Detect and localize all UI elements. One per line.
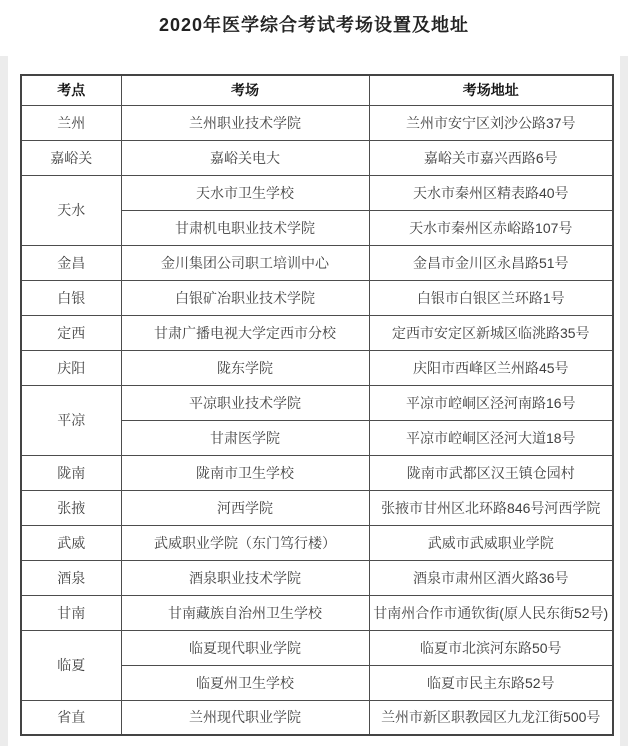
site-cell: 定西 — [21, 315, 121, 350]
room-cell: 金川集团公司职工培训中心 — [121, 245, 369, 280]
site-cell: 天水 — [21, 175, 121, 245]
room-cell: 平凉职业技术学院 — [121, 385, 369, 420]
address-cell: 嘉峪关市嘉兴西路6号 — [369, 140, 613, 175]
table-section — [0, 56, 628, 746]
site-cell: 酒泉 — [21, 560, 121, 595]
room-cell: 酒泉职业技术学院 — [121, 560, 369, 595]
address-cell: 甘南州合作市通钦街(原人民东街52号) — [369, 595, 613, 630]
address-cell: 平凉市崆峒区泾河南路16号 — [369, 385, 613, 420]
table-row — [21, 525, 613, 560]
site-cell: 平凉 — [21, 385, 121, 455]
address-cell: 定西市安定区新城区临洮路35号 — [369, 315, 613, 350]
address-cell: 兰州市新区职教园区九龙江街500号 — [369, 700, 613, 735]
address-cell: 临夏市北滨河东路50号 — [369, 630, 613, 665]
room-cell: 陇南市卫生学校 — [121, 455, 369, 490]
room-cell: 河西学院 — [121, 490, 369, 525]
table-row — [21, 245, 613, 280]
site-cell: 庆阳 — [21, 350, 121, 385]
table-row — [21, 700, 613, 735]
address-cell: 白银市白银区兰环路1号 — [369, 280, 613, 315]
address-cell: 临夏市民主东路52号 — [369, 665, 613, 700]
site-cell: 临夏 — [21, 630, 121, 700]
table-panel — [8, 56, 620, 746]
col-header-site: 考点 — [21, 75, 121, 105]
room-cell: 白银矿冶职业技术学院 — [121, 280, 369, 315]
site-cell: 嘉峪关 — [21, 140, 121, 175]
address-cell: 酒泉市肃州区酒火路36号 — [369, 560, 613, 595]
room-cell: 嘉峪关电大 — [121, 140, 369, 175]
col-header-room: 考场 — [121, 75, 369, 105]
site-cell: 白银 — [21, 280, 121, 315]
room-cell: 甘肃机电职业技术学院 — [121, 210, 369, 245]
room-cell: 兰州职业技术学院 — [121, 105, 369, 140]
room-cell: 天水市卫生学校 — [121, 175, 369, 210]
table-row — [21, 385, 613, 420]
page-title: 2020年医学综合考试考场设置及地址 — [158, 15, 470, 35]
address-cell: 兰州市安宁区刘沙公路37号 — [369, 105, 613, 140]
site-cell: 金昌 — [21, 245, 121, 280]
site-cell: 张掖 — [21, 490, 121, 525]
site-cell: 陇南 — [21, 455, 121, 490]
address-cell: 金昌市金川区永昌路51号 — [369, 245, 613, 280]
site-cell: 武威 — [21, 525, 121, 560]
address-cell: 庆阳市西峰区兰州路45号 — [369, 350, 613, 385]
table-row — [21, 175, 613, 210]
table-row — [21, 490, 613, 525]
address-cell: 天水市秦州区赤峪路107号 — [369, 210, 613, 245]
table-row — [21, 595, 613, 630]
site-cell: 甘南 — [21, 595, 121, 630]
site-cell: 省直 — [21, 700, 121, 735]
address-cell: 陇南市武都区汉王镇仓园村 — [369, 455, 613, 490]
address-cell: 平凉市崆峒区泾河大道18号 — [369, 420, 613, 455]
table-row — [21, 315, 613, 350]
room-cell: 兰州现代职业学院 — [121, 700, 369, 735]
address-cell: 武威市武威职业学院 — [369, 525, 613, 560]
col-header-address: 考场地址 — [369, 75, 613, 105]
table-header-row — [21, 75, 613, 105]
room-cell: 陇东学院 — [121, 350, 369, 385]
address-cell: 张掖市甘州区北环路846号河西学院 — [369, 490, 613, 525]
room-cell: 武威职业学院（东门笃行楼） — [121, 525, 369, 560]
table-body — [21, 105, 613, 735]
site-cell: 兰州 — [21, 105, 121, 140]
table-row — [21, 280, 613, 315]
table-row — [21, 105, 613, 140]
table-row — [21, 560, 613, 595]
table-row — [21, 140, 613, 175]
room-cell: 临夏州卫生学校 — [121, 665, 369, 700]
table-row — [21, 455, 613, 490]
room-cell: 甘肃医学院 — [121, 420, 369, 455]
exam-sites-table — [20, 74, 614, 736]
address-cell: 天水市秦州区精表路40号 — [369, 175, 613, 210]
table-row — [21, 630, 613, 665]
room-cell: 甘南藏族自治州卫生学校 — [121, 595, 369, 630]
table-row — [21, 350, 613, 385]
room-cell: 甘肃广播电视大学定西市分校 — [121, 315, 369, 350]
room-cell: 临夏现代职业学院 — [121, 630, 369, 665]
